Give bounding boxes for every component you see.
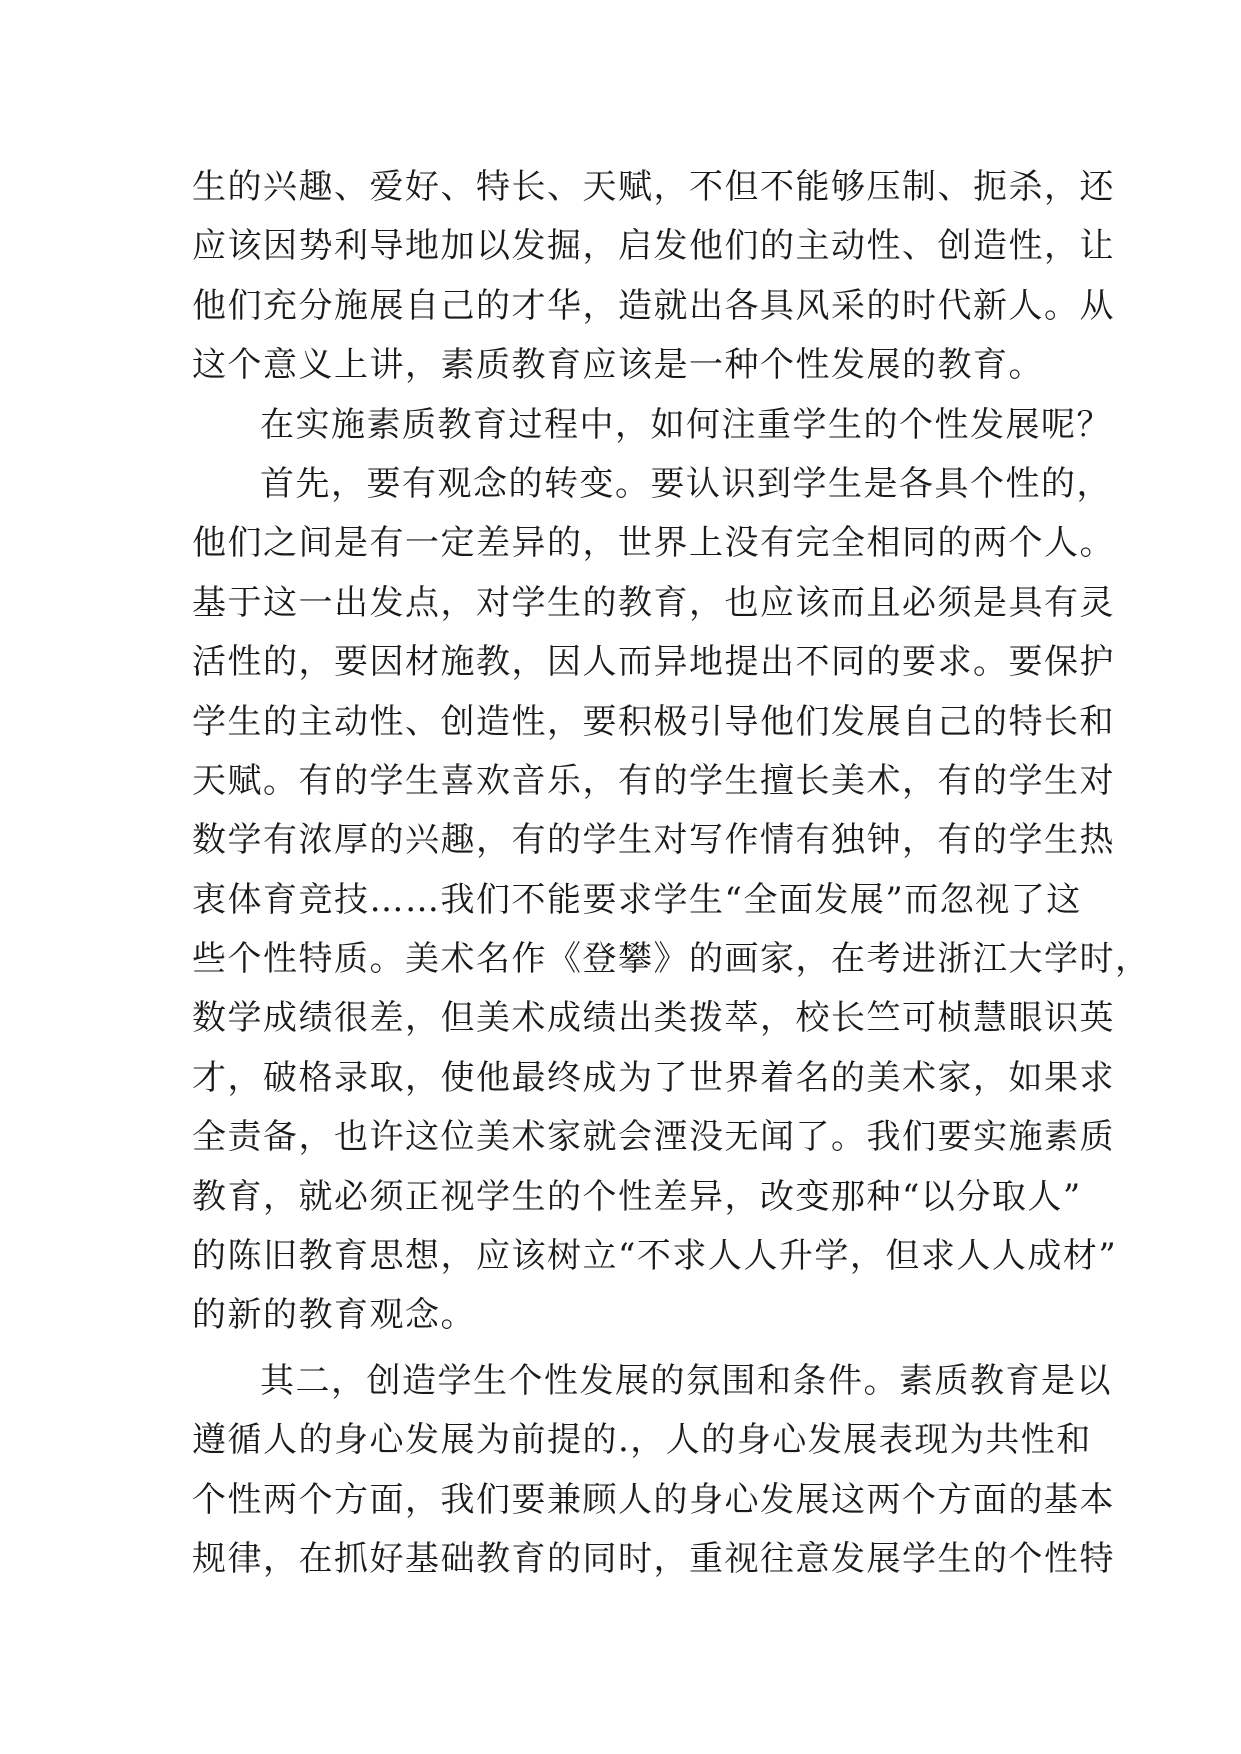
text-line: 他们充分施展自己的才华，造就出各具风采的时代新人。从 [192, 285, 1115, 326]
text-line: 这个意义上讲，素质教育应该是一种个性发展的教育。 [192, 345, 1044, 386]
text-line: 才，破格录取，使他最终成为了世界着名的美术家，如果求 [192, 1057, 1115, 1098]
text-line: 衷体育竞技……我们不能要求学生“全面发展”而忽视了这 [192, 879, 1082, 920]
text-line: 数学有浓厚的兴趣，有的学生对写作情有独钟，有的学生热 [192, 820, 1115, 861]
text-line: 个性两个方面，我们要兼顾人的身心发展这两个方面的基本 [192, 1479, 1115, 1520]
text-line: 遵循人的身心发展为前提的.，人的身心发展表现为共性和 [192, 1420, 1092, 1461]
text-line: 数学成绩很差，但美术成绩出类拨萃，校长竺可桢慧眼识英 [192, 998, 1115, 1039]
text-line: 些个性特质。美术名作《登攀》的画家，在考进浙江大学时， [192, 939, 1151, 980]
text-line: 全责备，也许这位美术家就会湮没无闻了。我们要实施素质 [192, 1117, 1115, 1158]
text-line: 规律，在抓好基础教育的同时，重视往意发展学生的个性特 [192, 1538, 1115, 1579]
paragraph-first-line: 其二，创造学生个性发展的氛围和条件。素质教育是以 [260, 1360, 1112, 1401]
text-line: 天赋。有的学生喜欢音乐，有的学生擅长美术，有的学生对 [192, 760, 1115, 801]
text-line: 基于这一出发点，对学生的教育，也应该而且必须是具有灵 [192, 582, 1115, 623]
text-line: 学生的主动性、创造性，要积极引导他们发展自己的特长和 [192, 701, 1115, 742]
text-line: 的陈旧教育思想，应该树立“不求人人升学，但求人人成材” [192, 1236, 1118, 1277]
text-line: 他们之间是有一定差异的，世界上没有完全相同的两个人。 [192, 523, 1115, 564]
text-line: 应该因势利导地加以发掘，启发他们的主动性、创造性，让 [192, 226, 1115, 267]
paragraph-first-line: 在实施素质教育过程中，如何注重学生的个性发展呢？ [260, 404, 1112, 445]
text-line: 的新的教育观念。 [192, 1295, 476, 1336]
text-line: 生的兴趣、爱好、特长、天赋，不但不能够压制、扼杀，还 [192, 167, 1115, 207]
paragraph-first-line: 首先，要有观念的转变。要认识到学生是各具个性的， [260, 463, 1112, 504]
text-line: 教育，就必须正视学生的个性差异，改变那种“以分取人” [192, 1176, 1082, 1217]
text-line: 活性的，要因材施教，因人而异地提出不同的要求。要保护 [192, 642, 1115, 683]
body-text [192, 158, 1151, 1589]
